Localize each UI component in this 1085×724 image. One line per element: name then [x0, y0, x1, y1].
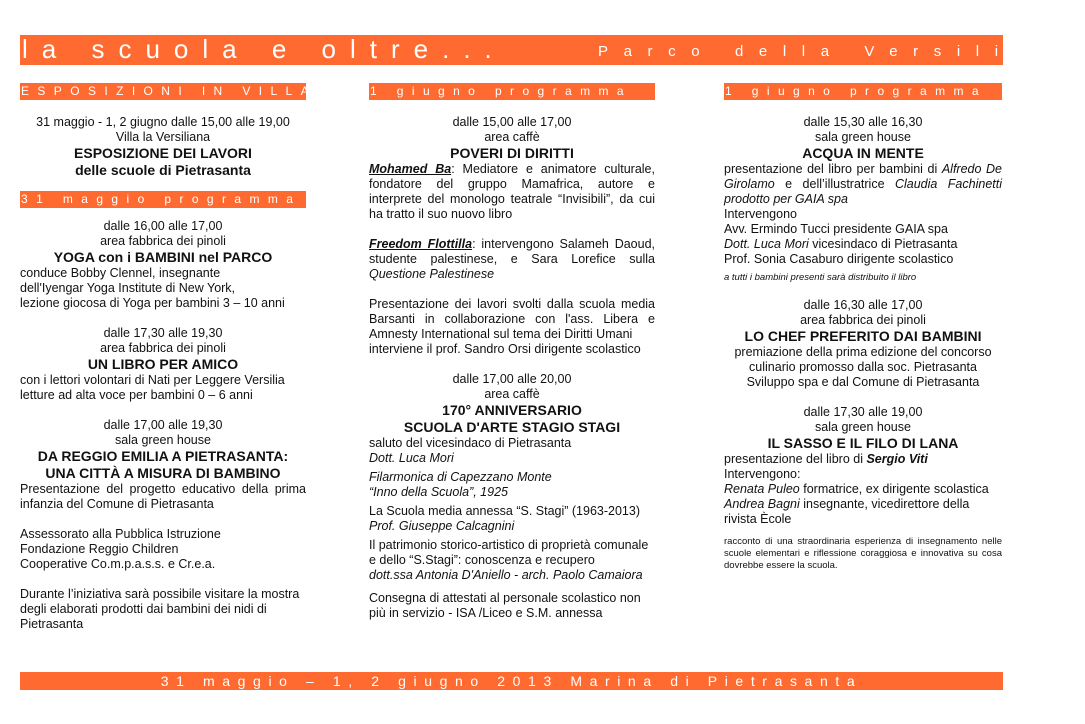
event-line: dell'Iyengar Yoga Institute di New York,	[20, 281, 236, 295]
event-title: LO CHEF PREFERITO DAI BAMBINI	[744, 328, 982, 344]
event-title: DA REGGIO EMILIA A PIETRASANTA:	[37, 448, 289, 464]
event-chef	[724, 298, 1002, 390]
speaker-name: Freedom Flottilla	[369, 237, 473, 251]
event-place: area caffè	[484, 130, 540, 144]
event-time: dalle 17,30 alle 19,00	[803, 405, 923, 419]
event-time: dalle 15,30 alle 16,30	[803, 115, 923, 129]
event-yoga	[20, 219, 306, 266]
event-time: dalle 17,00 alle 19,30	[103, 418, 223, 432]
event-line: Andrea Bagni insegnante, vicedirettore della rivista Ècole	[724, 497, 970, 526]
event-line: dott.ssa Antonia D'Aniello - arch. Paolo Camaiora	[369, 568, 643, 582]
event-title: delle scuole di Pietrasanta	[75, 162, 251, 178]
event-poveri	[369, 115, 655, 162]
column-1	[20, 83, 318, 632]
page-title: la scuola e oltre...	[22, 34, 506, 64]
section-bar-31-maggio: 31 maggio programma	[20, 191, 306, 208]
event-note: racconto di una straordinaria esperienza di insegnamento nelle scuole elementari e riflessione coraggiosa e innovativa su cosa dovrebbe essere la scuola.	[724, 536, 1002, 571]
event-line: Dott. Luca Mori	[369, 451, 454, 465]
event-line: Prof. Giuseppe Calcagnini	[369, 519, 515, 533]
event-line: presentazione del libro di Sergio Viti	[724, 452, 928, 466]
event-line: Cooperative Co.m.p.a.s.s. e Cr.e.a.	[20, 557, 216, 571]
event-line: Il patrimonio storico-artistico di proprietà comunale e dello “S.Stagi”: conoscenza e recupero	[369, 538, 649, 567]
event-place: Villa la Versiliana	[115, 130, 211, 144]
event-line: Consegna di attestati al personale scolastico non più in servizio - ISA /Liceo e S.M. annessa	[369, 591, 641, 620]
event-title: ACQUA IN MENTE	[802, 145, 924, 161]
event-paragraph: Presentazione dei lavori svolti dalla scuola media Barsanti in collaborazione con l'ass. Libera e Amnesty International sul tema dei Diritti Umani	[369, 297, 655, 341]
event-paragraph: Presentazione del progetto educativo della prima infanzia del Comune di Pietrasanta	[20, 482, 306, 511]
event-date: 31 maggio - 1, 2 giugno dalle 15,00 alle 19,00	[36, 115, 290, 129]
event-paragraph: premiazione della prima edizione del concorso culinario promosso dalla soc. Pietrasanta Sviluppo spa e dal Comune di Pietrasanta	[734, 345, 992, 389]
section-bar-1-giugno: 1 giugno programma	[369, 83, 655, 100]
header-bar	[20, 34, 1085, 65]
event-line: Filarmonica di Capezzano Monte	[369, 470, 552, 484]
speaker-name: Mohamed Ba	[369, 162, 452, 176]
event-line: La Scuola media annessa “S. Stagi” (1963-2013)	[369, 504, 640, 518]
event-title: 170° ANNIVERSARIO	[442, 402, 582, 418]
event-reggio	[20, 418, 306, 482]
event-place: sala green house	[815, 420, 911, 434]
event-note: a tutti i bambini presenti sarà distribuito il libro	[724, 272, 917, 283]
event-line: saluto del vicesindaco di Pietrasanta	[369, 436, 572, 450]
event-paragraph: presentazione del libro per bambini di Alfredo De Girolamo e dell’illustratrice Claudia Fachinetti prodotto per GAIA spa	[724, 162, 1002, 206]
event-line: letture ad alta voce per bambini 0 – 6 anni	[20, 388, 253, 402]
event-time: dalle 15,00 alle 17,00	[452, 115, 572, 129]
event-line: Assessorato alla Pubblica Istruzione	[20, 527, 221, 541]
event-line: “Inno della Scuola”, 1925	[369, 485, 508, 499]
event-time: dalle 16,30 alle 17,00	[803, 298, 923, 312]
column-3	[724, 83, 1002, 572]
event-title: ESPOSIZIONE DEI LAVORI	[74, 145, 252, 161]
event-title: POVERI DI DIRITTI	[450, 145, 574, 161]
footer-bar: 31 maggio – 1, 2 giugno 2013 Marina di Pietrasanta	[20, 672, 1003, 690]
event-line: Intervengono:	[724, 467, 801, 481]
event-title: UNA CITTÀ A MISURA DI BAMBINO	[45, 465, 281, 481]
event-time: dalle 17,30 alle 19,30	[103, 326, 223, 340]
event-line: Dott. Luca Mori vicesindaco di Pietrasanta	[724, 237, 958, 251]
event-sasso	[724, 405, 1002, 452]
event-libro	[20, 326, 306, 373]
event-paragraph: Mohamed Ba: Mediatore e animatore culturale, fondatore del gruppo Mamafrica, autore e interprete del monologo teatrale “Invisibili”, da cui ha tratto il suo nuovo libro	[369, 162, 655, 221]
event-time: dalle 16,00 alle 17,00	[103, 219, 223, 233]
event-place: area caffè	[484, 387, 540, 401]
event-line: interviene il prof. Sandro Orsi dirigente scolastico	[369, 342, 641, 356]
event-title: IL SASSO E IL FILO DI LANA	[767, 435, 959, 451]
event-acqua	[724, 115, 1002, 162]
event-place: area fabbrica dei pinoli	[800, 313, 926, 327]
event-esposizione	[20, 115, 306, 179]
section-bar-esposizioni: ESPOSIZIONI IN VILLA	[21, 84, 318, 98]
event-line: con i lettori volontari di Nati per Leggere Versilia	[20, 373, 285, 387]
event-paragraph: Durante l’iniziativa sarà possibile visitare la mostra degli elaborati prodotti dai bambini dei nidi di Pietrasanta	[20, 587, 300, 631]
event-place: sala green house	[115, 433, 211, 447]
event-line: lezione giocosa di Yoga per bambini 3 – 10 anni	[20, 296, 285, 310]
event-place: sala green house	[815, 130, 911, 144]
event-line: Intervengono	[724, 207, 797, 221]
column-2	[369, 83, 655, 621]
event-anniversario	[369, 372, 655, 436]
event-line: Fondazione Reggio Children	[20, 542, 179, 556]
event-place: area fabbrica dei pinoli	[100, 234, 226, 248]
event-paragraph: Freedom Flottilla: intervengono Salameh Daoud, studente palestinese, e Sara Lorefice sulla Questione Palestinese	[369, 237, 656, 281]
event-title: SCUOLA D'ARTE STAGIO STAGI	[403, 419, 621, 435]
event-line: Renata Puleo formatrice, ex dirigente scolastica	[724, 482, 989, 496]
page-subtitle: Parco della Versiliana	[598, 43, 1085, 60]
section-bar-1-giugno: 1 giugno programma	[724, 83, 1002, 100]
event-line: Prof. Sonia Casaburo dirigente scolastico	[724, 252, 954, 266]
event-line: conduce Bobby Clennel, insegnante	[20, 266, 221, 280]
event-time: dalle 17,00 alle 20,00	[452, 372, 572, 386]
event-title: YOGA con i BAMBINI nel PARCO	[53, 249, 273, 265]
event-place: area fabbrica dei pinoli	[100, 341, 226, 355]
event-title: UN LIBRO PER AMICO	[87, 356, 239, 372]
event-line: Avv. Ermindo Tucci presidente GAIA spa	[724, 222, 948, 236]
